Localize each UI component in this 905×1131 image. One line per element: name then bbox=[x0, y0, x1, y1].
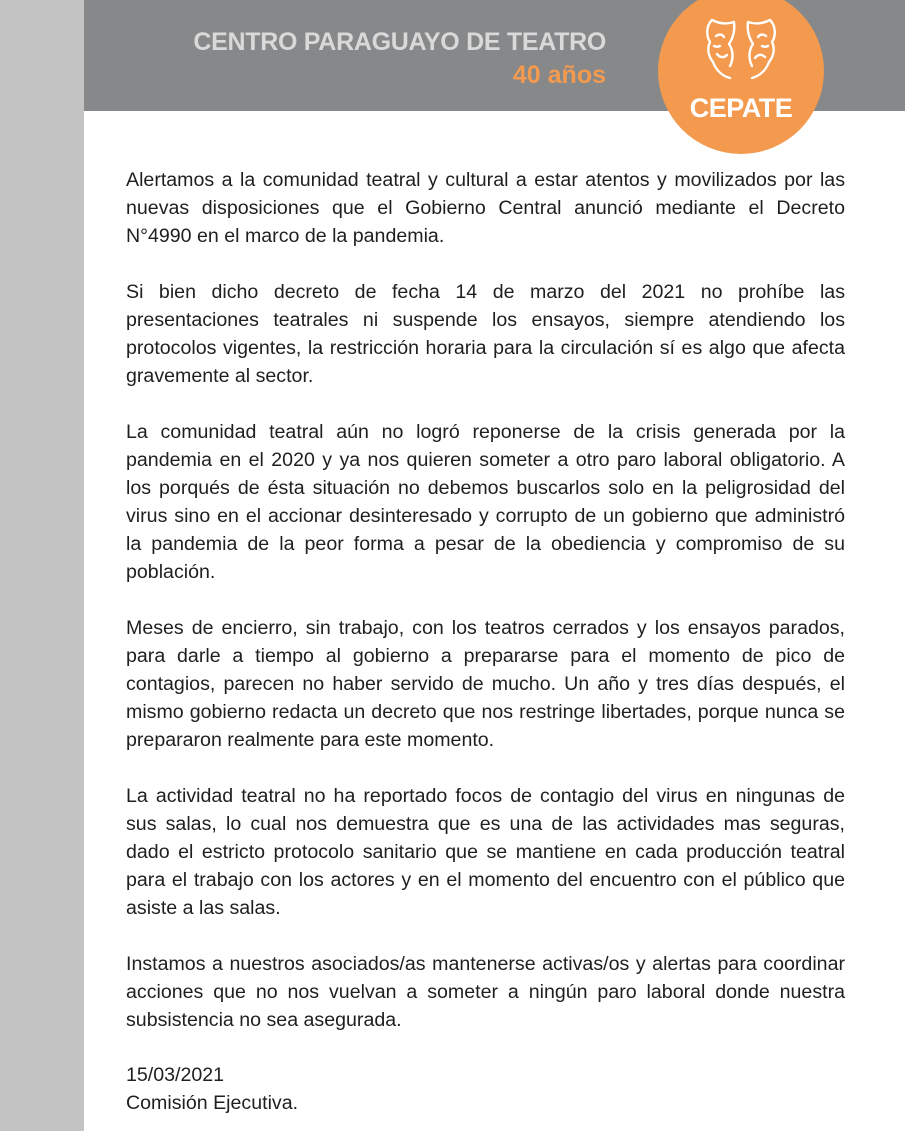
statement-date: 15/03/2021 bbox=[126, 1064, 225, 1086]
theater-masks-icon bbox=[702, 16, 780, 82]
statement-body bbox=[126, 166, 845, 1062]
org-name: CENTRO PARAGUAYO DE TEATRO bbox=[193, 28, 606, 56]
left-margin-strip bbox=[0, 0, 84, 1131]
cepate-logo bbox=[658, 0, 824, 154]
paragraph: Alertamos a la comunidad teatral y cultural a estar atentos y movilizados por las nuevas disposiciones que el Gobierno Central anunció mediante el Decreto N°4990 en el marco de la pandemia. bbox=[126, 169, 845, 247]
paragraph: La comunidad teatral aún no logró reponerse de la crisis generada por la pandemia en el 2020 y ya nos quieren someter a otro paro laboral obligatorio. A los porqués de ésta situación no debemos buscarlos solo en la peligrosidad del virus sino en el accionar desinteresado y corrupto de un gobierno que administró la pandemia de la peor forma a pesar de la obediencia y compromiso de su población. bbox=[126, 421, 845, 583]
paragraph: La actividad teatral no ha reportado focos de contagio del virus en ningunas de sus salas, lo cual nos demuestra que es una de las actividades mas seguras, dado el estricto protocolo sanitario que se mantiene en cada producción teatral para el trabajo con los actores y en el momento del encuentro con el público que asiste a las salas. bbox=[126, 785, 845, 919]
signature: Comisión Ejecutiva. bbox=[126, 1092, 299, 1114]
paragraph: Instamos a nuestros asociados/as mantenerse activas/os y alertas para coordinar acciones que no nos vuelvan a someter a ningún paro laboral donde nuestra subsistencia no sea asegurada. bbox=[126, 953, 845, 1031]
paragraph: Si bien dicho decreto de fecha 14 de marzo del 2021 no prohíbe las presentaciones teatrales ni suspende los ensayos, siempre atendiendo los protocolos vigentes, la restricción horaria para la circulación sí es algo que afecta gravemente al sector. bbox=[126, 281, 845, 387]
logo-text: CEPATE bbox=[689, 93, 793, 123]
anniversary-label: 40 años bbox=[512, 61, 606, 89]
paragraph: Meses de encierro, sin trabajo, con los teatros cerrados y los ensayos parados, para darle a tiempo al gobierno a prepararse para el momento de pico de contagios, parecen no haber servido de mucho. Un año y tres días después, el mismo gobierno redacta un decreto que nos restringe libertades, porque nunca se prepararon realmente para este momento. bbox=[126, 617, 845, 751]
sign-off bbox=[126, 1061, 298, 1117]
